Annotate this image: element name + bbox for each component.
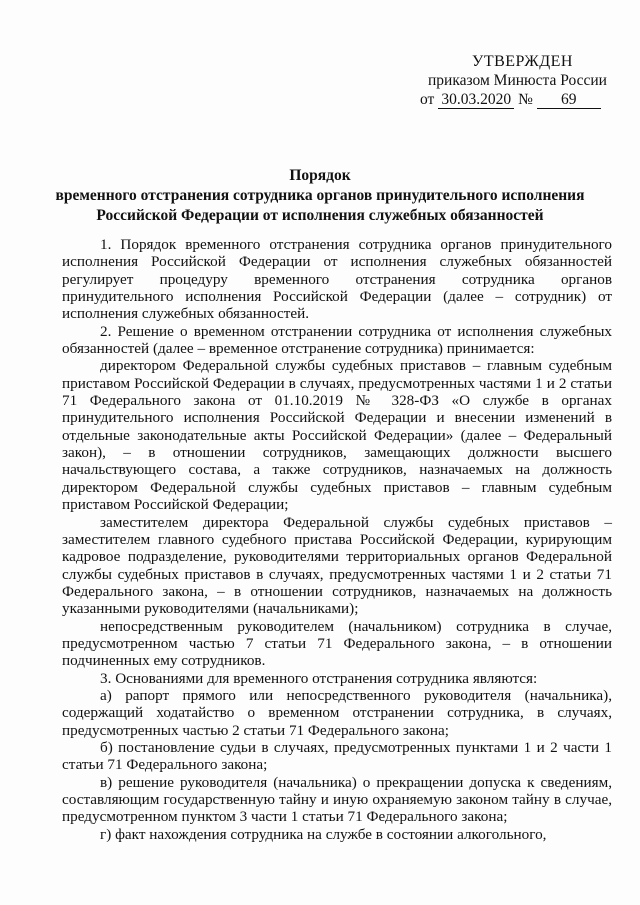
approval-date-line xyxy=(420,90,608,109)
approval-number-prefix: № xyxy=(518,91,533,108)
document-body xyxy=(62,236,612,843)
approval-order-line: приказом Минюста России xyxy=(428,72,607,89)
heading-title: Порядок xyxy=(289,167,351,184)
heading-subtitle-line-1: временного отстранения сотрудника органов принудительного исполнения xyxy=(55,187,585,204)
heading-subtitle-line-2: Российской Федерации от исполнения служебных обязанностей xyxy=(96,207,544,224)
paragraph-2-item-deputy: заместителем директора Федеральной службы судебных приставов – заместителем главного судебного пристава Российской Федерации, курирующим кадровое подразделение, руководителями территориальных органов Федеральной службы судебных приставов в случаях, предусмотренных частями 1 и 2 статьи 71 Федерального закона, – в отношении сотрудников, назначаемых на должность указанными руководителями (начальниками); xyxy=(62,513,612,618)
paragraph-3-item-b: б) постановление судьи в случаях, предусмотренных пунктами 1 и 2 части 1 статьи 71 Федерального закона; xyxy=(62,738,612,774)
approval-date-prefix: от xyxy=(420,91,435,108)
paragraph-2-item-director: директором Федеральной службы судебных приставов – главным судебным приставом Российской Федерации в случаях, предусмотренных частями 1 и 2 статьи 71 Федерального закона от 01.10.2019 № 328-ФЗ «О службе в органах принудительного исполнения Российской Федерации и внесении изменений в отдельные законодательные акты Российской Федерации» (далее – Федеральный закон), – в отношении сотрудников, замещающих должности высшего начальствующего состава, а также сотрудников, назначаемых на должность директором Федеральной службы судебных приставов – главным судебным приставом Российской Федерации; xyxy=(62,357,612,514)
approval-title: УТВЕРЖДЕН xyxy=(472,53,573,70)
approval-date: 30.03.2020 xyxy=(438,92,514,109)
paragraph-3: 3. Основаниями для временного отстранения сотрудника являются: xyxy=(100,669,538,687)
document-heading xyxy=(0,166,640,226)
approval-number: 69 xyxy=(537,92,601,109)
paragraph-1: 1. Порядок временного отстранения сотрудника органов принудительного исполнения Российской Федерации от исполнения служебных обязанностей регулирует процедуру временного отстранения сотрудника органов принудительного исполнения Российской Федерации (далее – сотрудник) от исполнения служебных обязанностей. xyxy=(62,236,612,323)
approval-stamp xyxy=(418,52,608,109)
paragraph-3-item-g: г) факт нахождения сотрудника на службе в состоянии алкогольного, xyxy=(100,825,547,843)
paragraph-3-item-v: в) решение руководителя (начальника) о прекращении допуска к сведениям, составляющим государственную тайну и иную охраняемую законом тайну в случае, предусмотренном пунктом 3 части 1 статьи 71 Федерального закона; xyxy=(62,773,612,826)
paragraph-2: 2. Решение о временном отстранении сотрудника от исполнения служебных обязанностей (далее – временное отстранение сотрудника) принимается: xyxy=(62,322,612,358)
paragraph-3-item-a: а) рапорт прямого или непосредственного руководителя (начальника), содержащий ходатайство о временном отстранении сотрудника, в случаях, предусмотренных частью 2 статьи 71 Федерального закона; xyxy=(62,686,612,739)
paragraph-2-item-supervisor: непосредственным руководителем (начальником) сотрудника в случае, предусмотренном частью 7 статьи 71 Федерального закона, – в отношении подчиненных ему сотрудников. xyxy=(62,617,612,670)
